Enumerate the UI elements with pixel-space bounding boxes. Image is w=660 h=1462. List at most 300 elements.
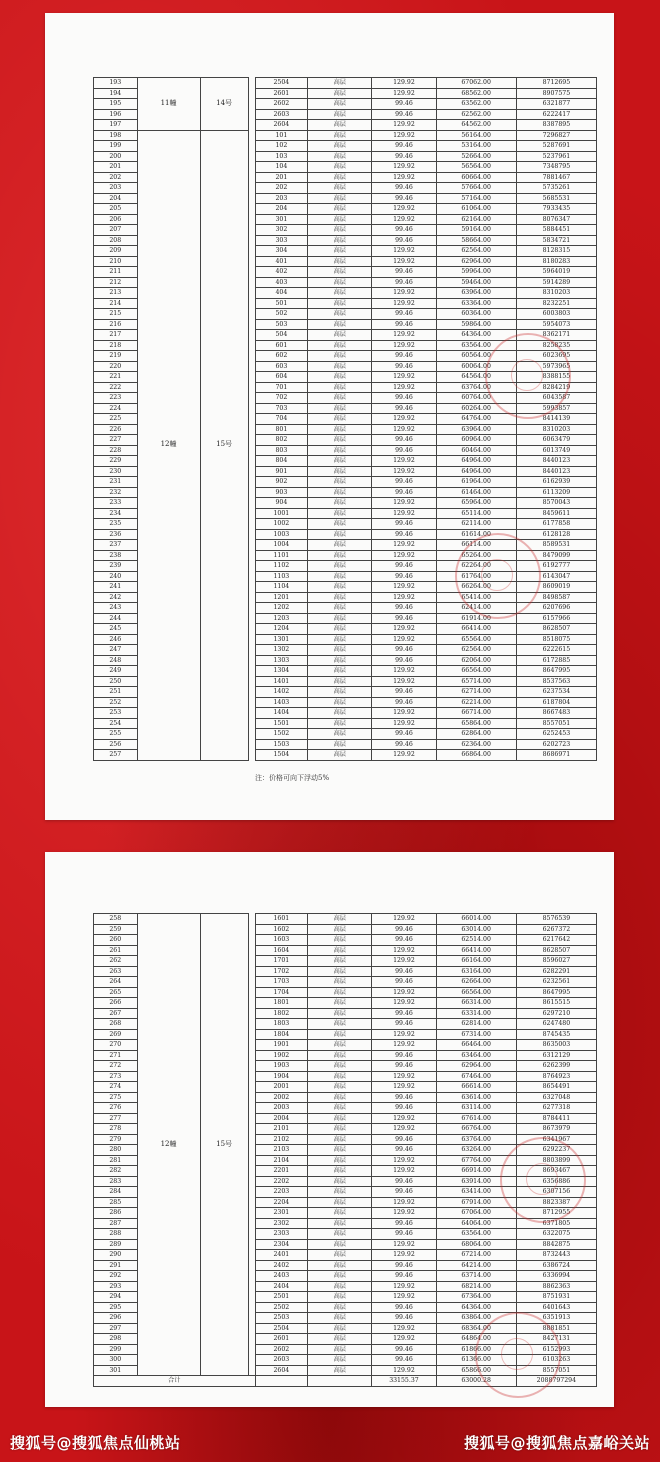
room-number: 1303 — [255, 655, 308, 666]
area: 99.46 — [372, 309, 436, 320]
unit-price: 63562.00 — [436, 99, 516, 110]
unit-price: 59964.00 — [436, 267, 516, 278]
area: 129.92 — [372, 288, 436, 299]
unit-price: 65964.00 — [436, 498, 516, 509]
room-number: 1103 — [255, 571, 308, 582]
area: 99.46 — [372, 655, 436, 666]
row-number: 212 — [94, 277, 138, 288]
floor-type: 高层 — [308, 739, 372, 750]
room-number: 1202 — [255, 603, 308, 614]
room-number: 904 — [255, 498, 308, 509]
total-price: 8518075 — [516, 634, 596, 645]
floor-type: 高层 — [308, 204, 372, 215]
area: 129.92 — [372, 162, 436, 173]
area: 99.46 — [372, 613, 436, 624]
area: 129.92 — [372, 78, 436, 89]
room-number: 1501 — [255, 718, 308, 729]
room-number: 901 — [255, 466, 308, 477]
floor-type: 高层 — [308, 498, 372, 509]
area: 99.46 — [372, 277, 436, 288]
table-row — [94, 130, 597, 141]
area: 129.92 — [372, 750, 436, 761]
unit-price: 63414.00 — [436, 1187, 516, 1198]
row-number: 285 — [94, 1197, 138, 1208]
floor-type: 高层 — [308, 1208, 372, 1219]
room-number: 2003 — [255, 1103, 308, 1114]
floor-type: 高层 — [308, 78, 372, 89]
area: 129.92 — [372, 466, 436, 477]
total-price: 6222417 — [516, 109, 596, 120]
row-number: 196 — [94, 109, 138, 120]
room-number: 2501 — [255, 1292, 308, 1303]
area: 129.92 — [372, 1250, 436, 1261]
room-number: 2504 — [255, 78, 308, 89]
floor-type: 高层 — [308, 1355, 372, 1366]
row-number: 219 — [94, 351, 138, 362]
room-number: 1004 — [255, 540, 308, 551]
row-number: 223 — [94, 393, 138, 404]
row-number: 265 — [94, 987, 138, 998]
floor-type: 高层 — [308, 914, 372, 925]
total-price: 8842875 — [516, 1239, 596, 1250]
room-number: 1804 — [255, 1029, 308, 1040]
row-number: 246 — [94, 634, 138, 645]
floor-type: 高层 — [308, 151, 372, 162]
unit-price: 66414.00 — [436, 945, 516, 956]
unit-price: 62514.00 — [436, 935, 516, 946]
floor-type: 高层 — [308, 109, 372, 120]
floor-type: 高层 — [308, 1239, 372, 1250]
room-number: 1703 — [255, 977, 308, 988]
row-number: 280 — [94, 1145, 138, 1156]
row-number: 222 — [94, 382, 138, 393]
row-number: 277 — [94, 1113, 138, 1124]
building-cell: 12幢 — [137, 914, 200, 1376]
floor-type: 高层 — [308, 924, 372, 935]
total-price: 7881467 — [516, 172, 596, 183]
area: 129.92 — [372, 1365, 436, 1376]
floor-type: 高层 — [308, 424, 372, 435]
row-number: 288 — [94, 1229, 138, 1240]
floor-type: 高层 — [308, 676, 372, 687]
unit-price: 67062.00 — [436, 78, 516, 89]
area: 129.92 — [372, 582, 436, 593]
total-price: 6262399 — [516, 1061, 596, 1072]
room-number: 801 — [255, 424, 308, 435]
area: 129.92 — [372, 372, 436, 383]
area: 99.46 — [372, 571, 436, 582]
row-number: 281 — [94, 1155, 138, 1166]
area: 99.46 — [372, 183, 436, 194]
unit-price: 53164.00 — [436, 141, 516, 152]
area: 99.46 — [372, 1019, 436, 1030]
row-number: 282 — [94, 1166, 138, 1177]
unit-price: 60964.00 — [436, 435, 516, 446]
total-price: 8686971 — [516, 750, 596, 761]
total-price: 8628507 — [516, 945, 596, 956]
area: 129.92 — [372, 214, 436, 225]
total-price: 6356886 — [516, 1176, 596, 1187]
price-list-page-2 — [45, 852, 614, 1407]
floor-type: 高层 — [308, 256, 372, 267]
room-number: 1404 — [255, 708, 308, 719]
row-number: 213 — [94, 288, 138, 299]
room-number: 1903 — [255, 1061, 308, 1072]
room-number: 2601 — [255, 88, 308, 99]
building-cell: 12幢 — [137, 130, 200, 760]
room-number: 501 — [255, 298, 308, 309]
area: 99.46 — [372, 477, 436, 488]
total-price: 6177858 — [516, 519, 596, 530]
row-number: 292 — [94, 1271, 138, 1282]
floor-type: 高层 — [308, 571, 372, 582]
unit-price: 61964.00 — [436, 477, 516, 488]
unit-price: 64964.00 — [436, 456, 516, 467]
unit-price: 65864.00 — [436, 718, 516, 729]
row-number: 206 — [94, 214, 138, 225]
row-number: 195 — [94, 99, 138, 110]
floor-type: 高层 — [308, 1166, 372, 1177]
floor-type: 高层 — [308, 945, 372, 956]
unit-price: 66114.00 — [436, 540, 516, 551]
floor-type: 高层 — [308, 487, 372, 498]
total-price: 7348795 — [516, 162, 596, 173]
floor-type: 高层 — [308, 382, 372, 393]
room-number: 1302 — [255, 645, 308, 656]
room-number: 2604 — [255, 120, 308, 131]
room-number: 202 — [255, 183, 308, 194]
area: 99.46 — [372, 267, 436, 278]
unit-price: 62714.00 — [436, 687, 516, 698]
area: 99.46 — [372, 445, 436, 456]
total-price: 8803899 — [516, 1155, 596, 1166]
unit-price: 62964.00 — [436, 1061, 516, 1072]
room-number: 103 — [255, 151, 308, 162]
total-price: 6386724 — [516, 1260, 596, 1271]
area: 99.46 — [372, 729, 436, 740]
unit-price: 57664.00 — [436, 183, 516, 194]
area: 99.46 — [372, 935, 436, 946]
total-price: 8667483 — [516, 708, 596, 719]
room-number: 802 — [255, 435, 308, 446]
total-unit-price: 63000.28 — [436, 1376, 516, 1387]
total-price: 5914289 — [516, 277, 596, 288]
area: 129.92 — [372, 708, 436, 719]
room-number: 1604 — [255, 945, 308, 956]
table-row — [94, 914, 597, 925]
unit-price: 61764.00 — [436, 571, 516, 582]
area: 99.46 — [372, 151, 436, 162]
room-number: 1504 — [255, 750, 308, 761]
total-price: 5735261 — [516, 183, 596, 194]
floor-type: 高层 — [308, 1082, 372, 1093]
total-price: 8596027 — [516, 956, 596, 967]
room-number: 2503 — [255, 1313, 308, 1324]
room-number: 101 — [255, 130, 308, 141]
area: 129.92 — [372, 88, 436, 99]
total-price: 8745435 — [516, 1029, 596, 1040]
total-price: 8076347 — [516, 214, 596, 225]
unit-price: 63764.00 — [436, 1134, 516, 1145]
floor-type: 高层 — [308, 1218, 372, 1229]
unit-price: 62562.00 — [436, 109, 516, 120]
total-price: 8232251 — [516, 298, 596, 309]
unit-price: 65714.00 — [436, 676, 516, 687]
area: 99.46 — [372, 529, 436, 540]
total-price: 5685531 — [516, 193, 596, 204]
total-price: 5964019 — [516, 267, 596, 278]
row-number: 286 — [94, 1208, 138, 1219]
room-number: 504 — [255, 330, 308, 341]
area: 99.46 — [372, 1134, 436, 1145]
row-number: 204 — [94, 193, 138, 204]
area: 99.46 — [372, 1187, 436, 1198]
total-price: 8557051 — [516, 718, 596, 729]
floor-type: 高层 — [308, 235, 372, 246]
total-price: 8557051 — [516, 1365, 596, 1376]
unit-price: 63464.00 — [436, 1050, 516, 1061]
row-number: 253 — [94, 708, 138, 719]
total-price: 8615515 — [516, 998, 596, 1009]
floor-type: 高层 — [308, 666, 372, 677]
unit-price: 63964.00 — [436, 424, 516, 435]
total-price: 6336994 — [516, 1271, 596, 1282]
unit-price: 64564.00 — [436, 372, 516, 383]
unit-price: 60364.00 — [436, 309, 516, 320]
total-price: 6312129 — [516, 1050, 596, 1061]
unit-price: 62264.00 — [436, 561, 516, 572]
floor-type: 高层 — [308, 1197, 372, 1208]
room-number: 2301 — [255, 1208, 308, 1219]
unit-price: 64364.00 — [436, 1302, 516, 1313]
building-cell: 11幢 — [137, 78, 200, 131]
area: 129.92 — [372, 382, 436, 393]
row-number: 247 — [94, 645, 138, 656]
total-price: 7933435 — [516, 204, 596, 215]
total-price: 8310203 — [516, 288, 596, 299]
total-price: 6013749 — [516, 445, 596, 456]
room-number: 2602 — [255, 1344, 308, 1355]
area: 99.46 — [372, 977, 436, 988]
row-number: 261 — [94, 945, 138, 956]
unit-price: 67064.00 — [436, 1208, 516, 1219]
row-number: 252 — [94, 697, 138, 708]
room-number: 402 — [255, 267, 308, 278]
unit-price: 66414.00 — [436, 624, 516, 635]
room-number: 302 — [255, 225, 308, 236]
row-number: 221 — [94, 372, 138, 383]
row-number: 238 — [94, 550, 138, 561]
total-price: 6202723 — [516, 739, 596, 750]
unit-price: 62164.00 — [436, 214, 516, 225]
row-number: 229 — [94, 456, 138, 467]
area: 129.92 — [372, 1155, 436, 1166]
total-price: 8609019 — [516, 582, 596, 593]
room-number: 2602 — [255, 99, 308, 110]
area: 99.46 — [372, 561, 436, 572]
area: 129.92 — [372, 204, 436, 215]
area: 99.46 — [372, 739, 436, 750]
total-price: 6103263 — [516, 1355, 596, 1366]
row-number: 200 — [94, 151, 138, 162]
row-number: 293 — [94, 1281, 138, 1292]
total-price: 8128315 — [516, 246, 596, 257]
floor-type: 高层 — [308, 697, 372, 708]
total-sum: 2088797294 — [516, 1376, 596, 1387]
floor-type: 高层 — [308, 1313, 372, 1324]
row-number: 283 — [94, 1176, 138, 1187]
total-price: 8712695 — [516, 78, 596, 89]
floor-type: 高层 — [308, 1029, 372, 1040]
total-price: 8764923 — [516, 1071, 596, 1082]
row-number: 259 — [94, 924, 138, 935]
row-number: 199 — [94, 141, 138, 152]
room-number: 2102 — [255, 1134, 308, 1145]
floor-type: 高层 — [308, 1260, 372, 1271]
unit-price: 67314.00 — [436, 1029, 516, 1040]
floor-type: 高层 — [308, 1061, 372, 1072]
area: 99.46 — [372, 319, 436, 330]
unit-price: 60464.00 — [436, 445, 516, 456]
area: 99.46 — [372, 1344, 436, 1355]
area: 99.46 — [372, 1271, 436, 1282]
row-number: 225 — [94, 414, 138, 425]
area: 129.92 — [372, 1239, 436, 1250]
area: 129.92 — [372, 987, 436, 998]
area: 99.46 — [372, 225, 436, 236]
price-table-1 — [93, 77, 597, 761]
unit-price: 62964.00 — [436, 256, 516, 267]
total-price: 6152993 — [516, 1344, 596, 1355]
floor-type: 高层 — [308, 987, 372, 998]
row-number: 198 — [94, 130, 138, 141]
unit-price: 62214.00 — [436, 697, 516, 708]
floor-type: 高层 — [308, 246, 372, 257]
room-number: 503 — [255, 319, 308, 330]
row-number: 274 — [94, 1082, 138, 1093]
room-number: 1701 — [255, 956, 308, 967]
floor-type: 高层 — [308, 1113, 372, 1124]
unit-price: 60564.00 — [436, 351, 516, 362]
total-price: 8427131 — [516, 1334, 596, 1345]
room-number: 1601 — [255, 914, 308, 925]
price-list-page-1 — [45, 13, 614, 820]
unit-price: 61464.00 — [436, 487, 516, 498]
floor-type: 高层 — [308, 1365, 372, 1376]
floor-type: 高层 — [308, 645, 372, 656]
room-number: 102 — [255, 141, 308, 152]
total-price: 6217642 — [516, 935, 596, 946]
unit-price: 63364.00 — [436, 298, 516, 309]
room-number: 1802 — [255, 1008, 308, 1019]
floor-type: 高层 — [308, 592, 372, 603]
unit-price: 62664.00 — [436, 977, 516, 988]
area: 99.46 — [372, 1176, 436, 1187]
unit-price: 62564.00 — [436, 645, 516, 656]
area: 129.92 — [372, 246, 436, 257]
floor-type: 高层 — [308, 1155, 372, 1166]
total-price: 8635003 — [516, 1040, 596, 1051]
unit-price: 66464.00 — [436, 1040, 516, 1051]
area: 129.92 — [372, 1113, 436, 1124]
floor-type: 高层 — [308, 193, 372, 204]
total-price: 6341967 — [516, 1134, 596, 1145]
total-price: 8751931 — [516, 1292, 596, 1303]
row-number: 215 — [94, 309, 138, 320]
room-number: 1003 — [255, 529, 308, 540]
floor-type: 高层 — [308, 718, 372, 729]
row-number: 251 — [94, 687, 138, 698]
floor-type: 高层 — [308, 466, 372, 477]
room-number: 1401 — [255, 676, 308, 687]
total-price: 6172885 — [516, 655, 596, 666]
total-price: 6267372 — [516, 924, 596, 935]
room-number: 403 — [255, 277, 308, 288]
row-number: 217 — [94, 330, 138, 341]
floor-type: 高层 — [308, 624, 372, 635]
floor-type: 高层 — [308, 267, 372, 278]
room-number: 2103 — [255, 1145, 308, 1156]
room-number: 1104 — [255, 582, 308, 593]
room-number: 1201 — [255, 592, 308, 603]
total-price: 8881851 — [516, 1323, 596, 1334]
area: 129.92 — [372, 540, 436, 551]
unit-price: 67764.00 — [436, 1155, 516, 1166]
room-number: 2404 — [255, 1281, 308, 1292]
unit-price: 63014.00 — [436, 924, 516, 935]
total-blank — [255, 1376, 308, 1387]
area: 129.92 — [372, 1124, 436, 1135]
floor-type: 高层 — [308, 1187, 372, 1198]
area: 129.92 — [372, 592, 436, 603]
unit-price: 68364.00 — [436, 1323, 516, 1334]
row-number: 210 — [94, 256, 138, 267]
room-number: 1904 — [255, 1071, 308, 1082]
table-row — [94, 78, 597, 89]
floor-type: 高层 — [308, 225, 372, 236]
total-price: 6143047 — [516, 571, 596, 582]
total-price: 6247480 — [516, 1019, 596, 1030]
area: 99.46 — [372, 1145, 436, 1156]
floor-type: 高层 — [308, 1229, 372, 1240]
floor-type: 高层 — [308, 99, 372, 110]
room-number: 702 — [255, 393, 308, 404]
floor-type: 高层 — [308, 351, 372, 362]
unit-price: 64864.00 — [436, 1334, 516, 1345]
floor-type: 高层 — [308, 998, 372, 1009]
row-number: 289 — [94, 1239, 138, 1250]
total-price: 6113209 — [516, 487, 596, 498]
area: 129.92 — [372, 634, 436, 645]
total-price: 8673979 — [516, 1124, 596, 1135]
area: 99.46 — [372, 393, 436, 404]
room-number: 601 — [255, 340, 308, 351]
row-number: 295 — [94, 1302, 138, 1313]
unit-price: 63764.00 — [436, 382, 516, 393]
unit-cell: 14号 — [200, 78, 248, 131]
floor-type: 高层 — [308, 1334, 372, 1345]
unit-price: 63964.00 — [436, 288, 516, 299]
floor-type: 高层 — [308, 1092, 372, 1103]
room-number: 1001 — [255, 508, 308, 519]
row-number: 227 — [94, 435, 138, 446]
floor-type: 高层 — [308, 277, 372, 288]
floor-type: 高层 — [308, 1281, 372, 1292]
unit-price: 62814.00 — [436, 1019, 516, 1030]
area: 99.46 — [372, 1008, 436, 1019]
total-price: 8628507 — [516, 624, 596, 635]
row-number: 267 — [94, 1008, 138, 1019]
